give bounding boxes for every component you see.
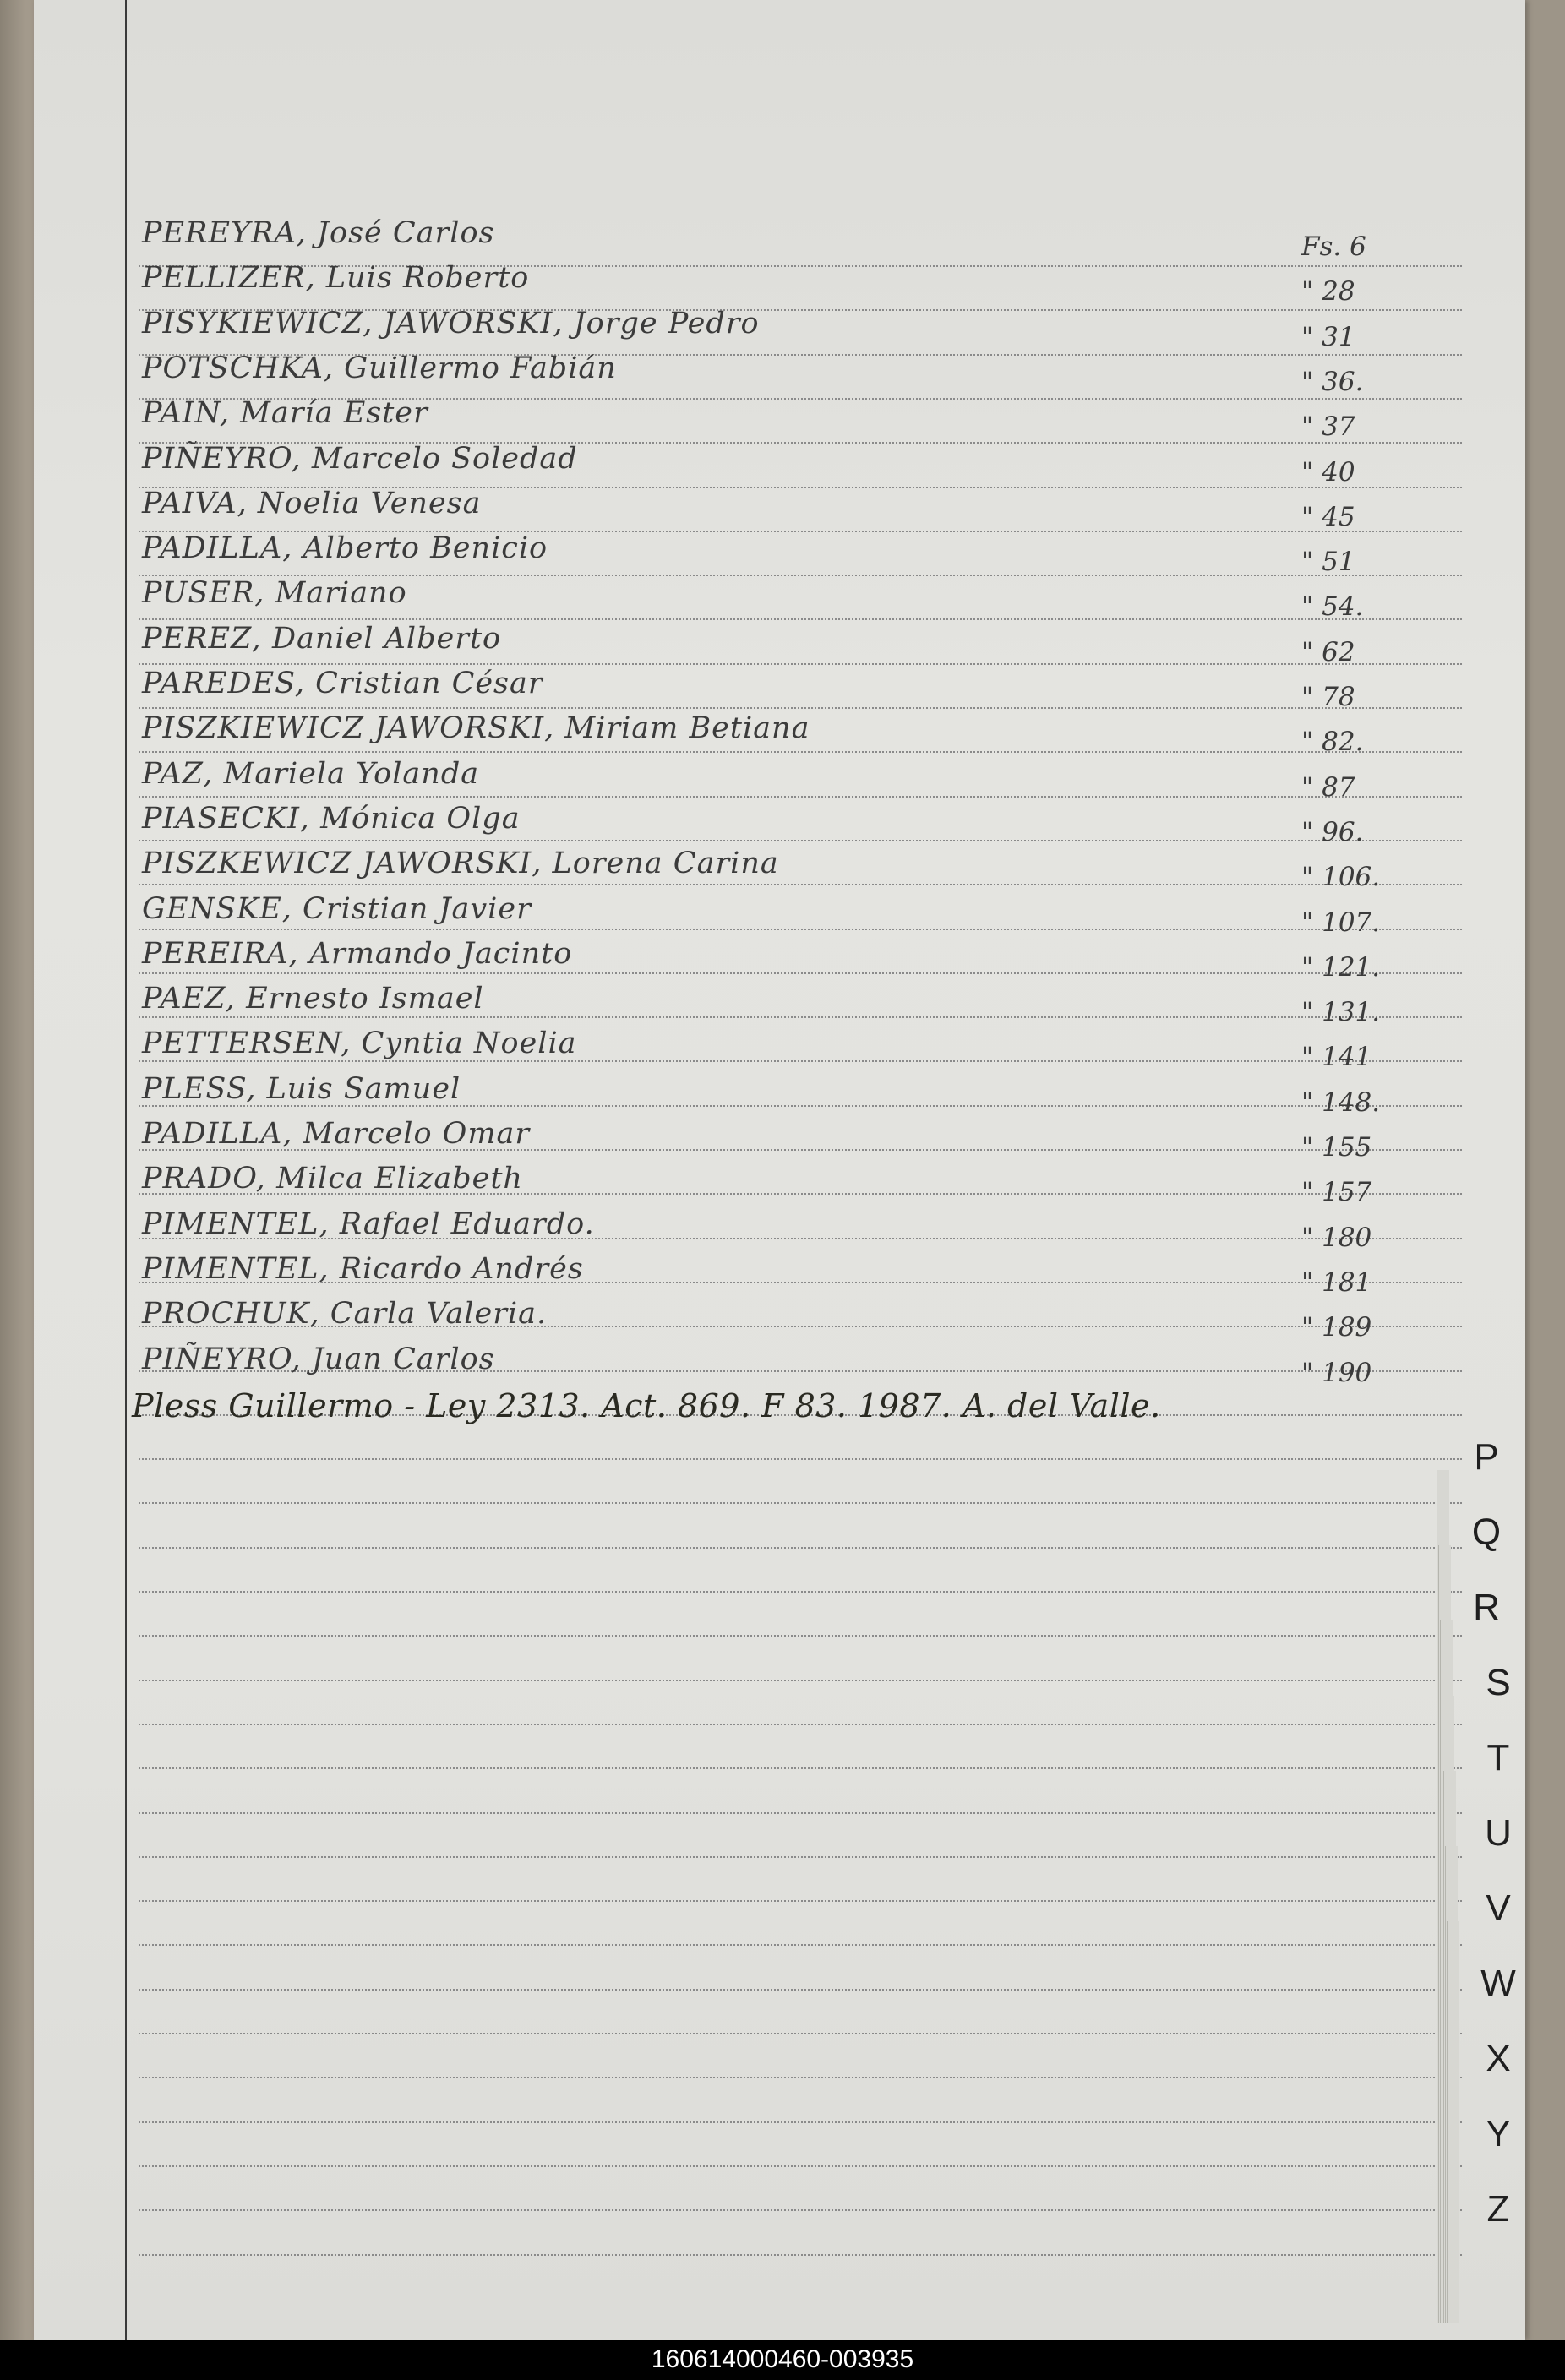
entry-folio: " 157 xyxy=(1301,1177,1372,1207)
ruled-line xyxy=(139,707,1462,709)
index-tab-y[interactable]: Y xyxy=(1486,2113,1511,2154)
entry-name: POTSCHKA, Guillermo Fabián xyxy=(142,351,617,385)
entry-name: PRADO, Milca Elizabeth xyxy=(142,1162,523,1195)
index-tab-edge xyxy=(1447,2222,1459,2323)
entry-folio: " 87 xyxy=(1301,772,1355,803)
entry-folio: " 148. xyxy=(1301,1087,1381,1118)
entry-name: GENSKE, Cristian Javier xyxy=(142,892,532,926)
entry-name: PIMENTEL, Ricardo Andrés xyxy=(142,1252,584,1286)
footer-bar xyxy=(0,2340,1565,2380)
index-tab-z[interactable]: Z xyxy=(1486,2188,1510,2230)
ruled-line xyxy=(139,2165,1462,2167)
ruled-line xyxy=(139,1016,1462,1018)
ruled-line xyxy=(139,1812,1462,1814)
ruled-line xyxy=(139,1547,1462,1549)
entry-name: PIÑEYRO, Juan Carlos xyxy=(142,1342,495,1376)
entry-name: PADILLA, Alberto Benicio xyxy=(142,531,548,565)
ruled-line xyxy=(139,2121,1462,2123)
document-id: 160614000460-003935 xyxy=(651,2345,914,2373)
entry-name: PISZKIEWICZ JAWORSKI, Miriam Betiana xyxy=(142,711,810,745)
entry-folio: " 131. xyxy=(1301,997,1381,1027)
entry-name: PEREIRA, Armando Jacinto xyxy=(142,937,573,971)
entry-name: PAIVA, Noelia Venesa xyxy=(142,487,482,520)
ruled-line xyxy=(139,1767,1462,1769)
entry-name: PEREYRA, José Carlos xyxy=(142,216,495,250)
entry-folio: " 106. xyxy=(1301,862,1381,892)
entry-folio: " 37 xyxy=(1301,411,1355,442)
entry-folio: " 121. xyxy=(1301,952,1381,983)
ruled-line xyxy=(139,1591,1462,1593)
entry-folio: " 107. xyxy=(1301,907,1381,938)
index-tab-r[interactable]: R xyxy=(1473,1587,1500,1628)
index-tab-w[interactable]: W xyxy=(1480,1963,1516,2004)
entry-folio: " 51 xyxy=(1301,547,1355,577)
entry-name: PADILLA, Marcelo Omar xyxy=(142,1117,531,1151)
entry-name: PROCHUK, Carla Valeria. xyxy=(142,1297,548,1331)
entry-folio: " 54. xyxy=(1301,591,1364,622)
entry-folio: " 31 xyxy=(1301,322,1355,352)
entry-name: PAEZ, Ernesto Ismael xyxy=(142,982,484,1016)
ruled-line xyxy=(139,1458,1462,1460)
ruled-line xyxy=(139,2033,1462,2034)
entry-folio: " 155 xyxy=(1301,1132,1372,1163)
entry-name: PISYKIEWICZ, JAWORSKI, Jorge Pedro xyxy=(142,307,760,340)
handwritten-note: Pless Guillermo - Ley 2313. Act. 869. F 83. 1987. A. del Valle. xyxy=(132,1387,1161,1424)
index-tab-p[interactable]: P xyxy=(1474,1436,1499,1478)
ruled-line xyxy=(139,2254,1462,2256)
ruled-line xyxy=(139,618,1462,620)
entry-name: PIASECKI, Mónica Olga xyxy=(142,802,521,836)
entry-folio: " 181 xyxy=(1301,1267,1372,1298)
entry-name: PEREZ, Daniel Alberto xyxy=(142,622,502,656)
ruled-line xyxy=(139,840,1462,841)
index-tab-s[interactable]: S xyxy=(1486,1662,1511,1703)
ruled-line xyxy=(139,663,1462,665)
alphabet-index-tabs xyxy=(1437,1436,1538,2323)
entry-name: PAIN, María Ester xyxy=(142,396,428,430)
entry-folio: " 40 xyxy=(1301,457,1355,487)
entry-folio: " 62 xyxy=(1301,637,1355,667)
ruled-line xyxy=(139,1989,1462,1991)
ruled-line xyxy=(139,2209,1462,2211)
ruled-line xyxy=(139,1944,1462,1946)
entry-folio: " 189 xyxy=(1301,1312,1372,1342)
ruled-line xyxy=(139,972,1462,974)
entry-folio: " 96. xyxy=(1301,817,1364,847)
entry-name: PUSER, Mariano xyxy=(142,576,407,610)
ledger-page xyxy=(34,0,1525,2340)
entry-folio: " 45 xyxy=(1301,502,1355,532)
entry-folio: Fs. 6 xyxy=(1301,231,1366,262)
ruled-line xyxy=(139,1856,1462,1858)
entry-name: PLESS, Luis Samuel xyxy=(142,1072,461,1106)
ruled-line xyxy=(139,2077,1462,2078)
index-tab-u[interactable]: U xyxy=(1485,1812,1512,1854)
ruled-line xyxy=(139,1635,1462,1637)
ruled-line xyxy=(139,751,1462,753)
ruled-line xyxy=(139,929,1462,930)
entry-folio: " 28 xyxy=(1301,276,1355,307)
ruled-line xyxy=(139,1724,1462,1725)
index-tab-t[interactable]: T xyxy=(1486,1737,1510,1778)
ruled-line xyxy=(139,884,1462,885)
index-tab-q[interactable]: Q xyxy=(1471,1511,1502,1553)
ruled-line xyxy=(139,1502,1462,1504)
ruled-line xyxy=(139,1060,1462,1062)
entry-folio: " 78 xyxy=(1301,682,1355,712)
entry-name: PIÑEYRO, Marcelo Soledad xyxy=(142,442,578,476)
entry-name: PIMENTEL, Rafael Eduardo. xyxy=(142,1207,595,1241)
entry-folio: " 36. xyxy=(1301,367,1364,397)
index-tab-v[interactable]: V xyxy=(1486,1887,1511,1929)
margin-line xyxy=(125,0,127,2340)
ruled-line xyxy=(139,1900,1462,1902)
entry-name: PAREDES, Cristian César xyxy=(142,667,543,700)
ruled-line xyxy=(139,1680,1462,1681)
entry-folio: " 180 xyxy=(1301,1223,1372,1253)
index-tab-x[interactable]: X xyxy=(1486,2038,1511,2079)
ruled-line xyxy=(139,796,1462,798)
entry-folio: " 190 xyxy=(1301,1358,1372,1388)
entry-folio: " 141 xyxy=(1301,1042,1372,1072)
entry-name: PETTERSEN, Cyntia Noelia xyxy=(142,1027,577,1060)
entry-name: PELLIZER, Luis Roberto xyxy=(142,261,530,295)
entry-name: PISZKEWICZ JAWORSKI, Lorena Carina xyxy=(142,847,779,880)
entry-name: PAZ, Mariela Yolanda xyxy=(142,757,480,791)
entry-folio: " 82. xyxy=(1301,727,1364,757)
